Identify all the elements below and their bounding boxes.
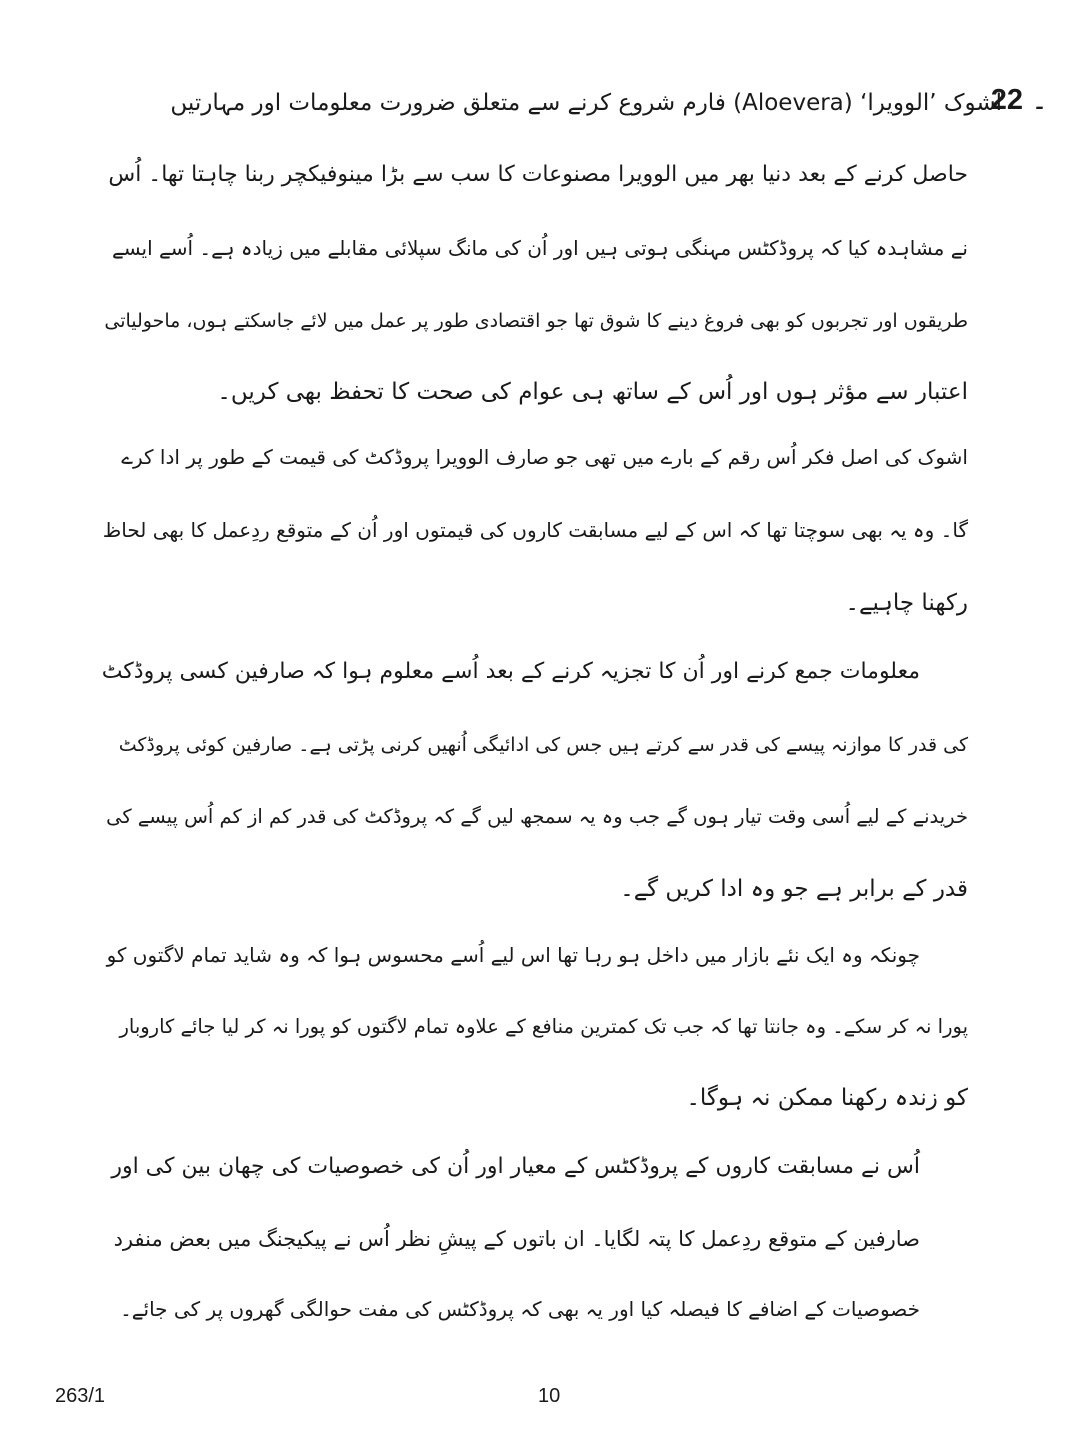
- question-number-dash: ۔: [1031, 84, 1048, 116]
- text-line-13: چونکہ وہ ایک نئے بازار میں داخل ہو رہا تھا اس لیے اُسے محسوس ہوا کہ وہ شاید تمام لاگتوں کو: [106, 943, 920, 967]
- paper-code: 263/1: [55, 1385, 106, 1407]
- text-line-11: خریدنے کے لیے اُسی وقت تیار ہوں گے جب وہ یہ سمجھ لیں گے کہ پروڈکٹ کی قدر کم از کم اُس پیسے کی: [106, 805, 968, 828]
- text-line-3: نے مشاہدہ کیا کہ پروڈکٹس مہنگی ہوتی ہیں اور اُن کی مانگ سپلائی مقابلے میں زیادہ ہے۔ اُسے ایسے: [111, 236, 968, 260]
- text-line-5: اعتبار سے مؤثر ہوں اور اُس کے ساتھ ہی عوام کی صحت کا تحفظ بھی کریں۔: [217, 379, 968, 405]
- text-line-12: قدر کے برابر ہے جو وہ ادا کریں گے۔: [620, 876, 968, 902]
- text-line-2: حاصل کرنے کے بعد دنیا بھر میں الوویرا مصنوعات کا سب سے بڑا مینوفیکچر ربنا چاہتا تھا۔ اُس: [108, 162, 968, 187]
- text-line-14: پورا نہ کر سکے۔ وہ جانتا تھا کہ جب تک کمترین منافع کے علاوہ تمام لاگتوں کو پورا نہ کر لیا جائے کاروبار: [119, 1015, 968, 1038]
- text-line-9: معلومات جمع کرنے اور اُن کا تجزیہ کرنے کے بعد اُسے معلوم ہوا کہ صارفین کسی پروڈکٹ: [101, 659, 920, 684]
- page-number: 10: [538, 1385, 561, 1407]
- text-line-16: اُس نے مسابقت کاروں کے پروڈکٹس کے معیار اور اُن کی خصوصیات کی چھان بین کی اور: [111, 1154, 920, 1179]
- text-line-18: خصوصیات کے اضافے کا فیصلہ کیا اور یہ بھی کہ پروڈکٹس کی مفت حوالگی گھروں پر کی جائے۔: [120, 1297, 920, 1321]
- text-line-8: رکھنا چاہیے۔: [845, 590, 968, 616]
- text-line-6: اشوک کی اصل فکر اُس رقم کے بارے میں تھی جو صارف الوویرا پروڈکٹ کی قیمت کے طور پر ادا کرے: [121, 445, 968, 469]
- text-line-17: صارفین کے متوقع ردِعمل کا پتہ لگایا۔ ان باتوں کے پیشِ نظر اُس نے پیکیجنگ میں بعض منفرد: [113, 1227, 920, 1251]
- text-line-10: کی قدر کا موازنہ پیسے کی قدر سے کرتے ہیں جس کی ادائیگی اُنھیں کرنی پڑتی ہے۔ صارفین کوئی پروڈکٹ: [118, 734, 968, 756]
- question-number-value: 22: [990, 84, 1023, 116]
- text-line-4: طریقوں اور تجربوں کو بھی فروغ دینے کا شوق تھا جو اقتصادی طور پر عمل میں لائے جاسکتے ہوں، ماحولیاتی: [104, 310, 968, 332]
- text-line-1: اشوک ’الوویرا‘ (Aloevera) فارم شروع کرنے سے متعلق ضرورت معلومات اور مہارتیں: [170, 90, 1002, 116]
- text-line-7: گا۔ وہ یہ بھی سوچتا تھا کہ اس کے لیے مسابقت کاروں کی قیمتوں اور اُن کے متوقع ردِعمل کا بھی لحاظ: [102, 518, 968, 542]
- text-line-15: کو زندہ رکھنا ممکن نہ ہوگا۔: [686, 1085, 968, 1111]
